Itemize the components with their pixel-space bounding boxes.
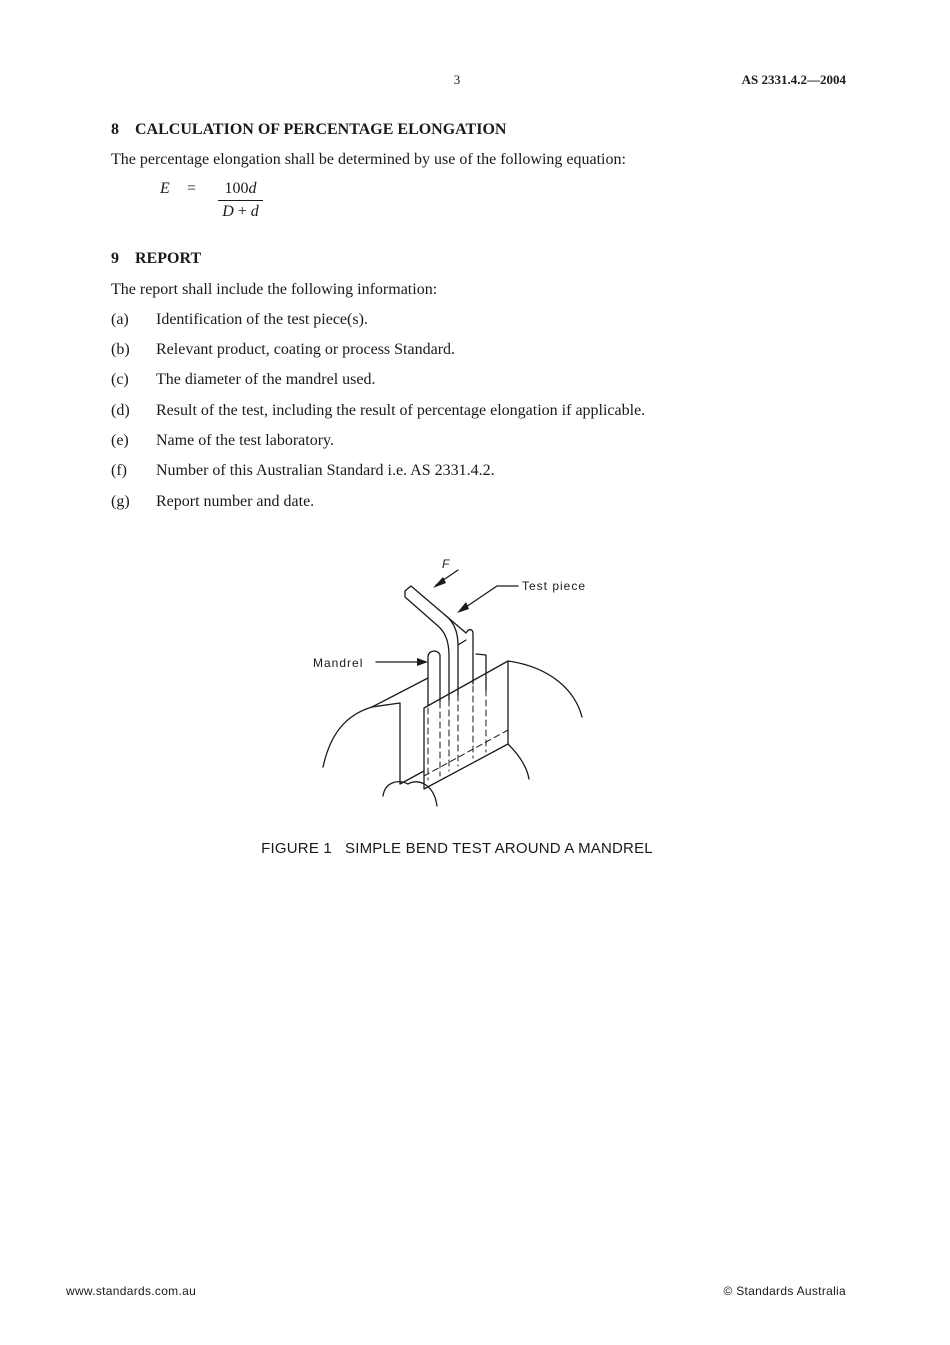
equation-equals: = bbox=[187, 180, 197, 197]
list-marker: (f) bbox=[111, 462, 127, 479]
list-marker: (c) bbox=[111, 371, 129, 388]
numerator-variable: d bbox=[248, 180, 257, 197]
section-8-number: 8 bbox=[111, 121, 119, 138]
section-9-intro: The report shall include the following information: bbox=[111, 281, 438, 298]
force-label: F bbox=[442, 557, 451, 571]
list-text: Identification of the test piece(s). bbox=[156, 311, 368, 328]
list-text: Result of the test, including the result of percentage elongation if applicable. bbox=[156, 402, 646, 419]
denominator-b: d bbox=[250, 203, 259, 220]
right-support-lower-arc bbox=[508, 744, 529, 779]
hidden-lines bbox=[424, 661, 508, 780]
section-8-title: CALCULATION OF PERCENTAGE ELONGATION bbox=[135, 121, 507, 138]
list-marker: (e) bbox=[111, 432, 129, 449]
section-9-title: REPORT bbox=[135, 250, 202, 267]
test-piece-outer bbox=[405, 586, 458, 695]
section-8-heading bbox=[111, 121, 506, 139]
standard-code: AS 2331.4.2—2004 bbox=[741, 72, 846, 87]
test-piece-inner bbox=[405, 591, 449, 700]
list-marker: (g) bbox=[111, 493, 130, 510]
page-number: 3 bbox=[453, 72, 461, 87]
list-marker: (a) bbox=[111, 311, 129, 328]
list-text: Report number and date. bbox=[156, 493, 315, 510]
list-text: Relevant product, coating or process Standard. bbox=[156, 341, 456, 358]
list-item bbox=[111, 402, 645, 420]
figure-caption bbox=[0, 840, 914, 857]
numerator-coefficient: 100 bbox=[224, 180, 249, 197]
left-support-front bbox=[400, 703, 424, 784]
mandrel bbox=[428, 651, 440, 705]
base-notch bbox=[383, 782, 437, 806]
figure-caption-text: FIGURE 1 SIMPLE BEND TEST AROUND A MANDREL bbox=[261, 840, 653, 857]
equation-numerator bbox=[218, 180, 263, 201]
denominator-operator: + bbox=[233, 203, 251, 220]
section-9-heading bbox=[111, 250, 201, 268]
left-support-arc bbox=[323, 707, 372, 767]
section-9-number: 9 bbox=[111, 250, 119, 267]
test-piece-arrowhead bbox=[457, 602, 469, 613]
list-item bbox=[111, 493, 314, 511]
bend-test-figure bbox=[300, 550, 620, 815]
list-item bbox=[111, 311, 368, 329]
equation-denominator bbox=[218, 201, 263, 221]
list-text: Name of the test laboratory. bbox=[156, 432, 335, 449]
list-marker: (d) bbox=[111, 402, 130, 419]
test-piece-leader bbox=[460, 586, 518, 611]
list-text: Number of this Australian Standard i.e. AS 2331.4.2. bbox=[156, 462, 495, 479]
force-arrowhead bbox=[433, 577, 446, 588]
list-text: The diameter of the mandrel used. bbox=[156, 371, 376, 388]
test-piece-back bbox=[458, 640, 466, 645]
list-item bbox=[111, 462, 495, 480]
list-item bbox=[111, 432, 334, 450]
footer-website[interactable]: www.standards.com.au bbox=[66, 1284, 197, 1298]
list-item bbox=[111, 341, 455, 359]
footer-copyright: © Standards Australia bbox=[723, 1284, 846, 1298]
right-support-arc bbox=[508, 661, 582, 717]
list-marker: (b) bbox=[111, 341, 130, 358]
mandrel-arrowhead bbox=[417, 658, 428, 666]
section-8-intro: The percentage elongation shall be determined by use of the following equation: bbox=[111, 151, 626, 168]
test-piece-label: Test piece bbox=[522, 579, 587, 593]
right-support-top-edge bbox=[476, 654, 486, 690]
denominator-a: D bbox=[222, 203, 234, 220]
mandrel-label: Mandrel bbox=[313, 656, 364, 670]
equation-lhs: E bbox=[160, 180, 170, 197]
list-item bbox=[111, 371, 375, 389]
equation-fraction bbox=[218, 180, 263, 221]
right-support-face bbox=[424, 661, 508, 789]
